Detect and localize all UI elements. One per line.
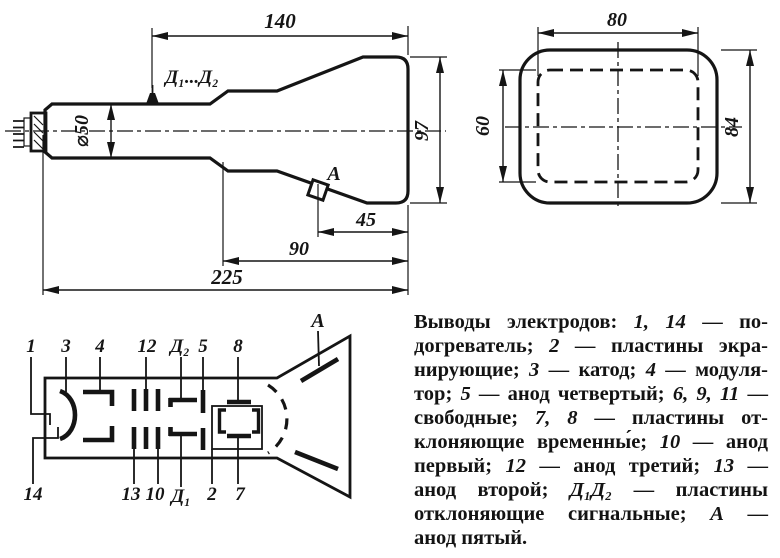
dim-90 xyxy=(223,162,408,266)
anode5-leader xyxy=(318,331,319,366)
legend-line: Выводы электродов: 1, 14 — по- xyxy=(414,311,768,333)
dim-97 xyxy=(410,57,447,203)
dim-84-label: 84 xyxy=(721,117,743,137)
pin-label-5: 5 xyxy=(198,336,208,357)
side-view xyxy=(5,9,447,295)
plate-d2 xyxy=(169,398,197,407)
legend-line: отклоняющие сигнальные; А — xyxy=(414,503,768,525)
dim-97-label: 97 xyxy=(411,121,433,141)
legend-line: тор; 5 — анод четвертый; 6, 9, 11 — xyxy=(414,383,768,405)
legend-line: свободные; 7, 8 — пластины от- xyxy=(414,407,768,429)
dim-80-label: 80 xyxy=(607,9,627,31)
dim-90-label: 90 xyxy=(289,238,309,260)
screen-boundary-arc xyxy=(268,385,287,453)
pin-label-12: 12 xyxy=(137,336,157,357)
legend-line: анод пятый. xyxy=(414,527,528,549)
dim-45-label: 45 xyxy=(356,209,376,231)
legend-line: догреватель; 2 — пластины экра- xyxy=(414,335,768,357)
front-view xyxy=(472,9,757,210)
pin-label-13: 13 xyxy=(121,484,141,505)
dim-60 xyxy=(472,70,536,182)
pin-label-2: 2 xyxy=(207,484,217,505)
legend-line: первый; 12 — анод третий; 13 — xyxy=(414,455,768,477)
pin-label-1: 1 xyxy=(26,336,36,357)
legend-line: нирующие; 3 — катод; 4 — модуля- xyxy=(414,359,768,381)
dim-225-label: 225 xyxy=(211,265,243,289)
pin-label-10: 10 xyxy=(145,484,165,505)
legend-line: клоняющие временны́е; 10 — анод xyxy=(414,431,768,453)
cathode xyxy=(60,391,75,439)
plate-d1 xyxy=(169,427,197,436)
anode5-coating-bottom xyxy=(295,452,338,469)
legend-line: анод второй; Д₁Д₂ — пластины xyxy=(414,479,768,501)
signal-plates-label: Д₁...Д₂ xyxy=(165,67,219,88)
pin-label-3: 3 xyxy=(61,336,71,357)
pin-label-d2: Д₂ xyxy=(170,336,190,357)
shield-bracket-right xyxy=(252,410,259,432)
pin-label-a: А xyxy=(311,310,325,332)
tube-base xyxy=(13,113,46,151)
pin-label-d1: Д₁ xyxy=(171,486,191,507)
timebase-plates xyxy=(212,357,262,484)
anode-cylinders xyxy=(134,389,158,449)
dim-60-label: 60 xyxy=(472,116,494,136)
dim-84 xyxy=(721,50,757,203)
dim-diameter-label: ⌀50 xyxy=(71,114,93,148)
pin-label-7: 7 xyxy=(235,484,245,505)
pin-label-8: 8 xyxy=(233,336,243,357)
heater-lead-1 xyxy=(31,357,50,425)
pin-diagram xyxy=(24,310,351,507)
electrode-legend xyxy=(414,310,768,550)
anode-a-label: А xyxy=(327,163,341,185)
envelope-outline xyxy=(45,336,350,497)
shield-bracket-left xyxy=(220,410,227,432)
dim-140-label: 140 xyxy=(264,9,296,33)
tube-outline xyxy=(45,57,408,203)
pin-label-14: 14 xyxy=(23,484,43,505)
pin-label-4: 4 xyxy=(95,336,105,357)
base-pins xyxy=(13,121,24,147)
modulator xyxy=(83,392,112,440)
